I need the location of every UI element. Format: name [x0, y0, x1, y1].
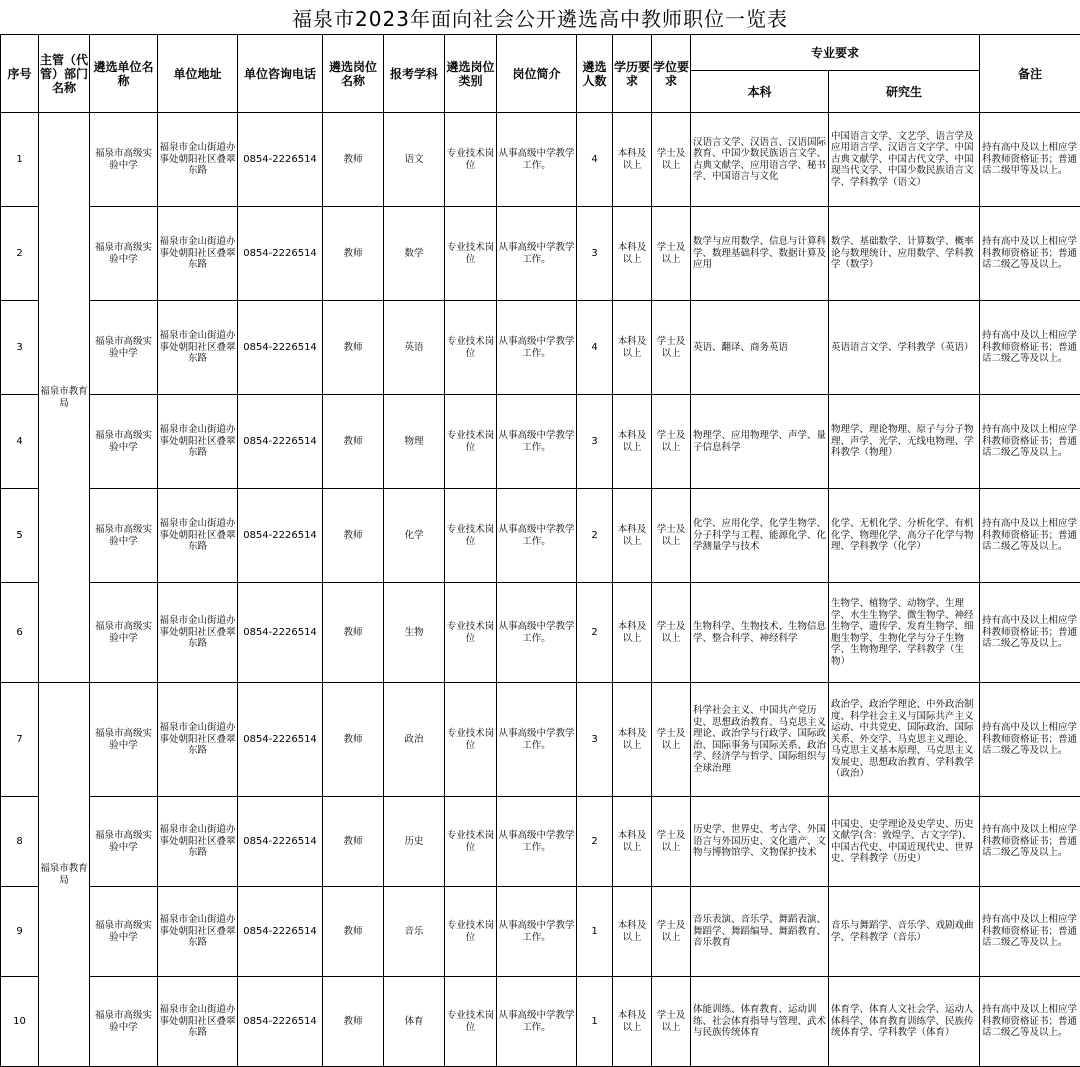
cell-unit: 福泉市高级实验中学: [90, 797, 158, 887]
page-title: 福泉市2023年面向社会公开遴选高中教师职位一览表: [292, 6, 788, 31]
cell-intro: 从事高级中学教学工作。: [497, 395, 577, 489]
cell-intro: 从事高级中学教学工作。: [497, 301, 577, 395]
cell-address: 福泉市金山街道办事处朝阳社区叠翠东路: [158, 797, 238, 887]
header-count: 遴选人数: [577, 35, 613, 113]
cell-category: 专业技术岗位: [445, 583, 497, 683]
cell-phone: 0854-2226514: [238, 395, 323, 489]
cell-dept: 福泉市教育局: [39, 113, 90, 683]
cell-index: 10: [1, 977, 39, 1067]
cell-address: 福泉市金山街道办事处朝阳社区叠翠东路: [158, 683, 238, 797]
cell-category: 专业技术岗位: [445, 489, 497, 583]
cell-remark: 持有高中及以上相应学科教师资格证书；普通话二级乙等及以上。: [980, 887, 1080, 977]
cell-grad: 生物学、植物学、动物学、生理学、水生生物学、微生物学、神经生物学、遗传学、发育生物学、细胞生物学、生物化学与分子生物学、生物物理学、学科教学（生物）: [829, 583, 980, 683]
cell-subject: 语文: [384, 113, 445, 207]
cell-unit: 福泉市高级实验中学: [90, 583, 158, 683]
header-remark: 备注: [980, 35, 1080, 113]
cell-phone: 0854-2226514: [238, 113, 323, 207]
cell-education: 本科及以上: [613, 207, 652, 301]
cell-index: 2: [1, 207, 39, 301]
cell-degree: 学士及以上: [652, 977, 691, 1067]
cell-unit: 福泉市高级实验中学: [90, 977, 158, 1067]
cell-post: 教师: [323, 207, 384, 301]
cell-dept: 福泉市教育局: [39, 683, 90, 1067]
header-major: 专业要求: [691, 35, 980, 71]
cell-phone: 0854-2226514: [238, 683, 323, 797]
cell-degree: 学士及以上: [652, 301, 691, 395]
cell-count: 2: [577, 583, 613, 683]
cell-phone: 0854-2226514: [238, 583, 323, 683]
header-unit: 遴选单位名称: [90, 35, 158, 113]
cell-intro: 从事高级中学教学工作。: [497, 797, 577, 887]
cell-unit: 福泉市高级实验中学: [90, 887, 158, 977]
cell-category: 专业技术岗位: [445, 797, 497, 887]
cell-unit: 福泉市高级实验中学: [90, 489, 158, 583]
cell-undergrad: 数学与应用数学、信息与计算科学、数理基础科学、数据计算及应用: [691, 207, 829, 301]
header-subject: 报考学科: [384, 35, 445, 113]
cell-intro: 从事高级中学教学工作。: [497, 207, 577, 301]
cell-post: 教师: [323, 395, 384, 489]
cell-post: 教师: [323, 797, 384, 887]
cell-count: 3: [577, 683, 613, 797]
cell-undergrad: 汉语言文学、汉语言、汉语国际教育、中国少数民族语言文学、古典文献学、应用语言学、秘书学、中国语言与文化: [691, 113, 829, 207]
cell-unit: 福泉市高级实验中学: [90, 395, 158, 489]
cell-remark: 持有高中及以上相应学科教师资格证书；普通话二级乙等及以上。: [980, 683, 1080, 797]
cell-index: 7: [1, 683, 39, 797]
cell-grad: 体育学、体育人文社会学、运动人体科学、体育教育训练学、民族传统体育学、学科教学（体育）: [829, 977, 980, 1067]
cell-subject: 英语: [384, 301, 445, 395]
cell-subject: 历史: [384, 797, 445, 887]
cell-post: 教师: [323, 489, 384, 583]
cell-intro: 从事高级中学教学工作。: [497, 113, 577, 207]
header-address: 单位地址: [158, 35, 238, 113]
cell-subject: 数学: [384, 207, 445, 301]
cell-address: 福泉市金山街道办事处朝阳社区叠翠东路: [158, 977, 238, 1067]
cell-phone: 0854-2226514: [238, 489, 323, 583]
cell-degree: 学士及以上: [652, 683, 691, 797]
cell-education: 本科及以上: [613, 977, 652, 1067]
header-degree: 学位要求: [652, 35, 691, 113]
cell-address: 福泉市金山街道办事处朝阳社区叠翠东路: [158, 489, 238, 583]
cell-intro: 从事高级中学教学工作。: [497, 977, 577, 1067]
cell-index: 3: [1, 301, 39, 395]
cell-grad: 英语语言文学、学科教学（英语）: [829, 301, 980, 395]
cell-remark: 持有高中及以上相应学科教师资格证书；普通话二级乙等及以上。: [980, 583, 1080, 683]
cell-subject: 体育: [384, 977, 445, 1067]
cell-undergrad: 科学社会主义、中国共产党历史、思想政治教育、马克思主义理论、政治学与行政学、国际政治、国际事务与国际关系、政治学、经济学与哲学、国际组织与全球治理: [691, 683, 829, 797]
cell-intro: 从事高级中学教学工作。: [497, 583, 577, 683]
cell-unit: 福泉市高级实验中学: [90, 113, 158, 207]
cell-phone: 0854-2226514: [238, 887, 323, 977]
cell-undergrad: 音乐表演、音乐学、舞蹈表演、舞蹈学、舞蹈编导、舞蹈教育、音乐教育: [691, 887, 829, 977]
cell-unit: 福泉市高级实验中学: [90, 301, 158, 395]
cell-address: 福泉市金山街道办事处朝阳社区叠翠东路: [158, 887, 238, 977]
cell-phone: 0854-2226514: [238, 797, 323, 887]
cell-intro: 从事高级中学教学工作。: [497, 683, 577, 797]
cell-subject: 生物: [384, 583, 445, 683]
cell-remark: 持有高中及以上相应学科教师资格证书；普通话二级乙等及以上。: [980, 207, 1080, 301]
cell-education: 本科及以上: [613, 113, 652, 207]
header-index: 序号: [1, 35, 39, 113]
cell-education: 本科及以上: [613, 489, 652, 583]
cell-unit: 福泉市高级实验中学: [90, 683, 158, 797]
cell-degree: 学士及以上: [652, 797, 691, 887]
header-dept: 主管（代管）部门名称: [39, 35, 90, 113]
cell-education: 本科及以上: [613, 395, 652, 489]
cell-undergrad: 历史学、世界史、考古学、外国语言与外国历史、文化遗产、文物与博物馆学、文物保护技术: [691, 797, 829, 887]
cell-count: 2: [577, 489, 613, 583]
header-category: 遴选岗位类别: [445, 35, 497, 113]
cell-category: 专业技术岗位: [445, 301, 497, 395]
cell-post: 教师: [323, 977, 384, 1067]
cell-education: 本科及以上: [613, 583, 652, 683]
cell-index: 5: [1, 489, 39, 583]
cell-grad: 政治学、政治学理论、中外政治制度、科学社会主义与国际共产主义运动、中共党史、国际政治、国际关系、外交学、马克思主义理论、马克思主义基本原理、马克思主义发展史、思想政治教育、学科教学（政治）: [829, 683, 980, 797]
cell-category: 专业技术岗位: [445, 683, 497, 797]
cell-undergrad: 体能训练、体育教育、运动训练、社会体育指导与管理、武术与民族传统体育: [691, 977, 829, 1067]
cell-undergrad: 生物科学、生物技术、生物信息学、整合科学、神经科学: [691, 583, 829, 683]
position-table: [0, 34, 1080, 1067]
cell-address: 福泉市金山街道办事处朝阳社区叠翠东路: [158, 583, 238, 683]
cell-index: 1: [1, 113, 39, 207]
cell-address: 福泉市金山街道办事处朝阳社区叠翠东路: [158, 113, 238, 207]
cell-post: 教师: [323, 683, 384, 797]
header-phone: 单位咨询电话: [238, 35, 323, 113]
cell-intro: 从事高级中学教学工作。: [497, 489, 577, 583]
cell-remark: 持有高中及以上相应学科教师资格证书；普通话二级乙等及以上。: [980, 395, 1080, 489]
cell-address: 福泉市金山街道办事处朝阳社区叠翠东路: [158, 395, 238, 489]
cell-phone: 0854-2226514: [238, 301, 323, 395]
cell-grad: 物理学、理论物理、原子与分子物理、声学、光学、无线电物理、学科教学（物理）: [829, 395, 980, 489]
header-intro: 岗位简介: [497, 35, 577, 113]
cell-post: 教师: [323, 887, 384, 977]
cell-subject: 音乐: [384, 887, 445, 977]
cell-degree: 学士及以上: [652, 207, 691, 301]
cell-education: 本科及以上: [613, 887, 652, 977]
cell-category: 专业技术岗位: [445, 395, 497, 489]
cell-post: 教师: [323, 583, 384, 683]
cell-post: 教师: [323, 113, 384, 207]
cell-remark: 持有高中及以上相应学科教师资格证书；普通话二级乙等及以上。: [980, 977, 1080, 1067]
cell-grad: 数学、基础数学、计算数学、概率论与数理统计、应用数学、学科教学（数学）: [829, 207, 980, 301]
cell-education: 本科及以上: [613, 301, 652, 395]
cell-phone: 0854-2226514: [238, 977, 323, 1067]
header-grad: 研究生: [829, 71, 980, 113]
cell-degree: 学士及以上: [652, 113, 691, 207]
cell-undergrad: 英语、翻译、商务英语: [691, 301, 829, 395]
cell-count: 4: [577, 113, 613, 207]
cell-category: 专业技术岗位: [445, 113, 497, 207]
cell-subject: 化学: [384, 489, 445, 583]
cell-category: 专业技术岗位: [445, 887, 497, 977]
header-undergrad: 本科: [691, 71, 829, 113]
cell-undergrad: 物理学、应用物理学、声学、量子信息科学: [691, 395, 829, 489]
cell-education: 本科及以上: [613, 683, 652, 797]
cell-count: 4: [577, 301, 613, 395]
cell-remark: 持有高中及以上相应学科教师资格证书；普通话二级乙等及以上。: [980, 797, 1080, 887]
cell-index: 9: [1, 887, 39, 977]
cell-grad: 化学、无机化学、分析化学、有机化学、物理化学、高分子化学与物理、学科教学（化学）: [829, 489, 980, 583]
cell-remark: 持有高中及以上相应学科教师资格证书；普通话二级甲等及以上。: [980, 113, 1080, 207]
cell-index: 6: [1, 583, 39, 683]
header-post: 遴选岗位名称: [323, 35, 384, 113]
cell-address: 福泉市金山街道办事处朝阳社区叠翠东路: [158, 207, 238, 301]
cell-intro: 从事高级中学教学工作。: [497, 887, 577, 977]
cell-degree: 学士及以上: [652, 887, 691, 977]
cell-grad: 音乐与舞蹈学、音乐学、戏剧戏曲学、学科教学（音乐）: [829, 887, 980, 977]
cell-category: 专业技术岗位: [445, 207, 497, 301]
cell-phone: 0854-2226514: [238, 207, 323, 301]
cell-count: 1: [577, 977, 613, 1067]
cell-category: 专业技术岗位: [445, 977, 497, 1067]
header-education: 学历要求: [613, 35, 652, 113]
cell-remark: 持有高中及以上相应学科教师资格证书；普通话二级乙等及以上。: [980, 301, 1080, 395]
cell-count: 1: [577, 887, 613, 977]
cell-grad: 中国史、史学理论及史学史、历史文献学(含：敦煌学、古文字学)、中国古代史、中国近现代史、世界史、学科教学（历史）: [829, 797, 980, 887]
cell-count: 3: [577, 395, 613, 489]
cell-subject: 政治: [384, 683, 445, 797]
cell-index: 4: [1, 395, 39, 489]
cell-subject: 物理: [384, 395, 445, 489]
cell-index: 8: [1, 797, 39, 887]
cell-education: 本科及以上: [613, 797, 652, 887]
cell-undergrad: 化学、应用化学、化学生物学、分子科学与工程、能源化学、化学测量学与技术: [691, 489, 829, 583]
cell-count: 2: [577, 797, 613, 887]
cell-degree: 学士及以上: [652, 489, 691, 583]
cell-post: 教师: [323, 301, 384, 395]
cell-degree: 学士及以上: [652, 583, 691, 683]
cell-address: 福泉市金山街道办事处朝阳社区叠翠东路: [158, 301, 238, 395]
cell-grad: 中国语言文学、文艺学、语言学及应用语言学、汉语言文字学、中国古典文献学、中国古代文学、中国现当代文学、中国少数民族语言文学、学科教学（语文）: [829, 113, 980, 207]
cell-remark: 持有高中及以上相应学科教师资格证书；普通话二级乙等及以上。: [980, 489, 1080, 583]
cell-count: 3: [577, 207, 613, 301]
cell-degree: 学士及以上: [652, 395, 691, 489]
cell-unit: 福泉市高级实验中学: [90, 207, 158, 301]
